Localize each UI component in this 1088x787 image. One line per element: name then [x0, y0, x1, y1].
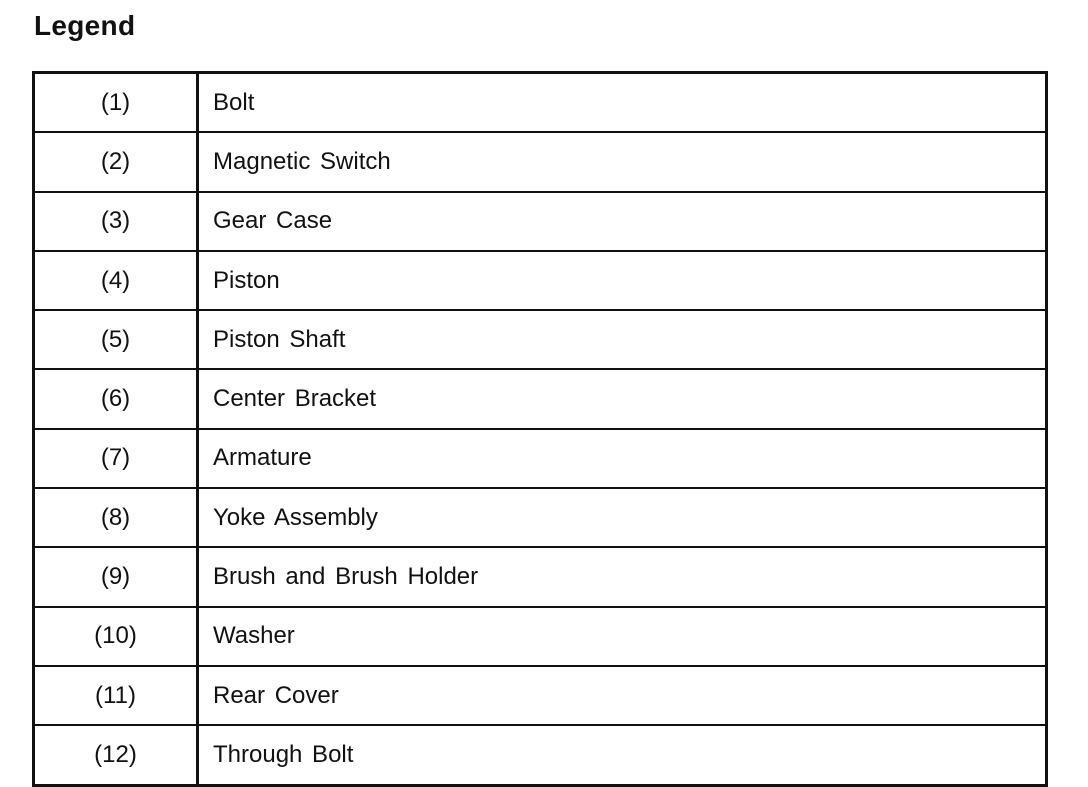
table-row	[34, 369, 1047, 428]
item-number: (7)	[34, 429, 198, 488]
item-number: (9)	[34, 547, 198, 606]
item-name: Gear Case	[198, 192, 1047, 251]
legend-table	[32, 71, 1048, 787]
table-row	[34, 192, 1047, 251]
item-name: Washer	[198, 607, 1047, 666]
item-number: (10)	[34, 607, 198, 666]
item-number: (2)	[34, 132, 198, 191]
item-number: (5)	[34, 310, 198, 369]
item-number: (4)	[34, 251, 198, 310]
table-row	[34, 666, 1047, 725]
item-number: (11)	[34, 666, 198, 725]
table-row	[34, 251, 1047, 310]
table-row	[34, 607, 1047, 666]
table-row	[34, 547, 1047, 606]
item-name: Center Bracket	[198, 369, 1047, 428]
item-number: (1)	[34, 73, 198, 133]
table-row	[34, 73, 1047, 133]
legend-table-body	[34, 73, 1047, 786]
item-name: Armature	[198, 429, 1047, 488]
legend-title: Legend	[34, 10, 136, 41]
item-name: Piston Shaft	[198, 310, 1047, 369]
table-row	[34, 488, 1047, 547]
item-name: Brush and Brush Holder	[198, 547, 1047, 606]
table-row	[34, 132, 1047, 191]
item-name: Piston	[198, 251, 1047, 310]
table-row	[34, 725, 1047, 785]
table-row	[34, 429, 1047, 488]
item-number: (12)	[34, 725, 198, 785]
item-number: (8)	[34, 488, 198, 547]
item-name: Magnetic Switch	[198, 132, 1047, 191]
table-row	[34, 310, 1047, 369]
item-number: (3)	[34, 192, 198, 251]
item-number: (6)	[34, 369, 198, 428]
item-name: Yoke Assembly	[198, 488, 1047, 547]
item-name: Through Bolt	[198, 725, 1047, 785]
item-name: Rear Cover	[198, 666, 1047, 725]
item-name: Bolt	[198, 73, 1047, 133]
